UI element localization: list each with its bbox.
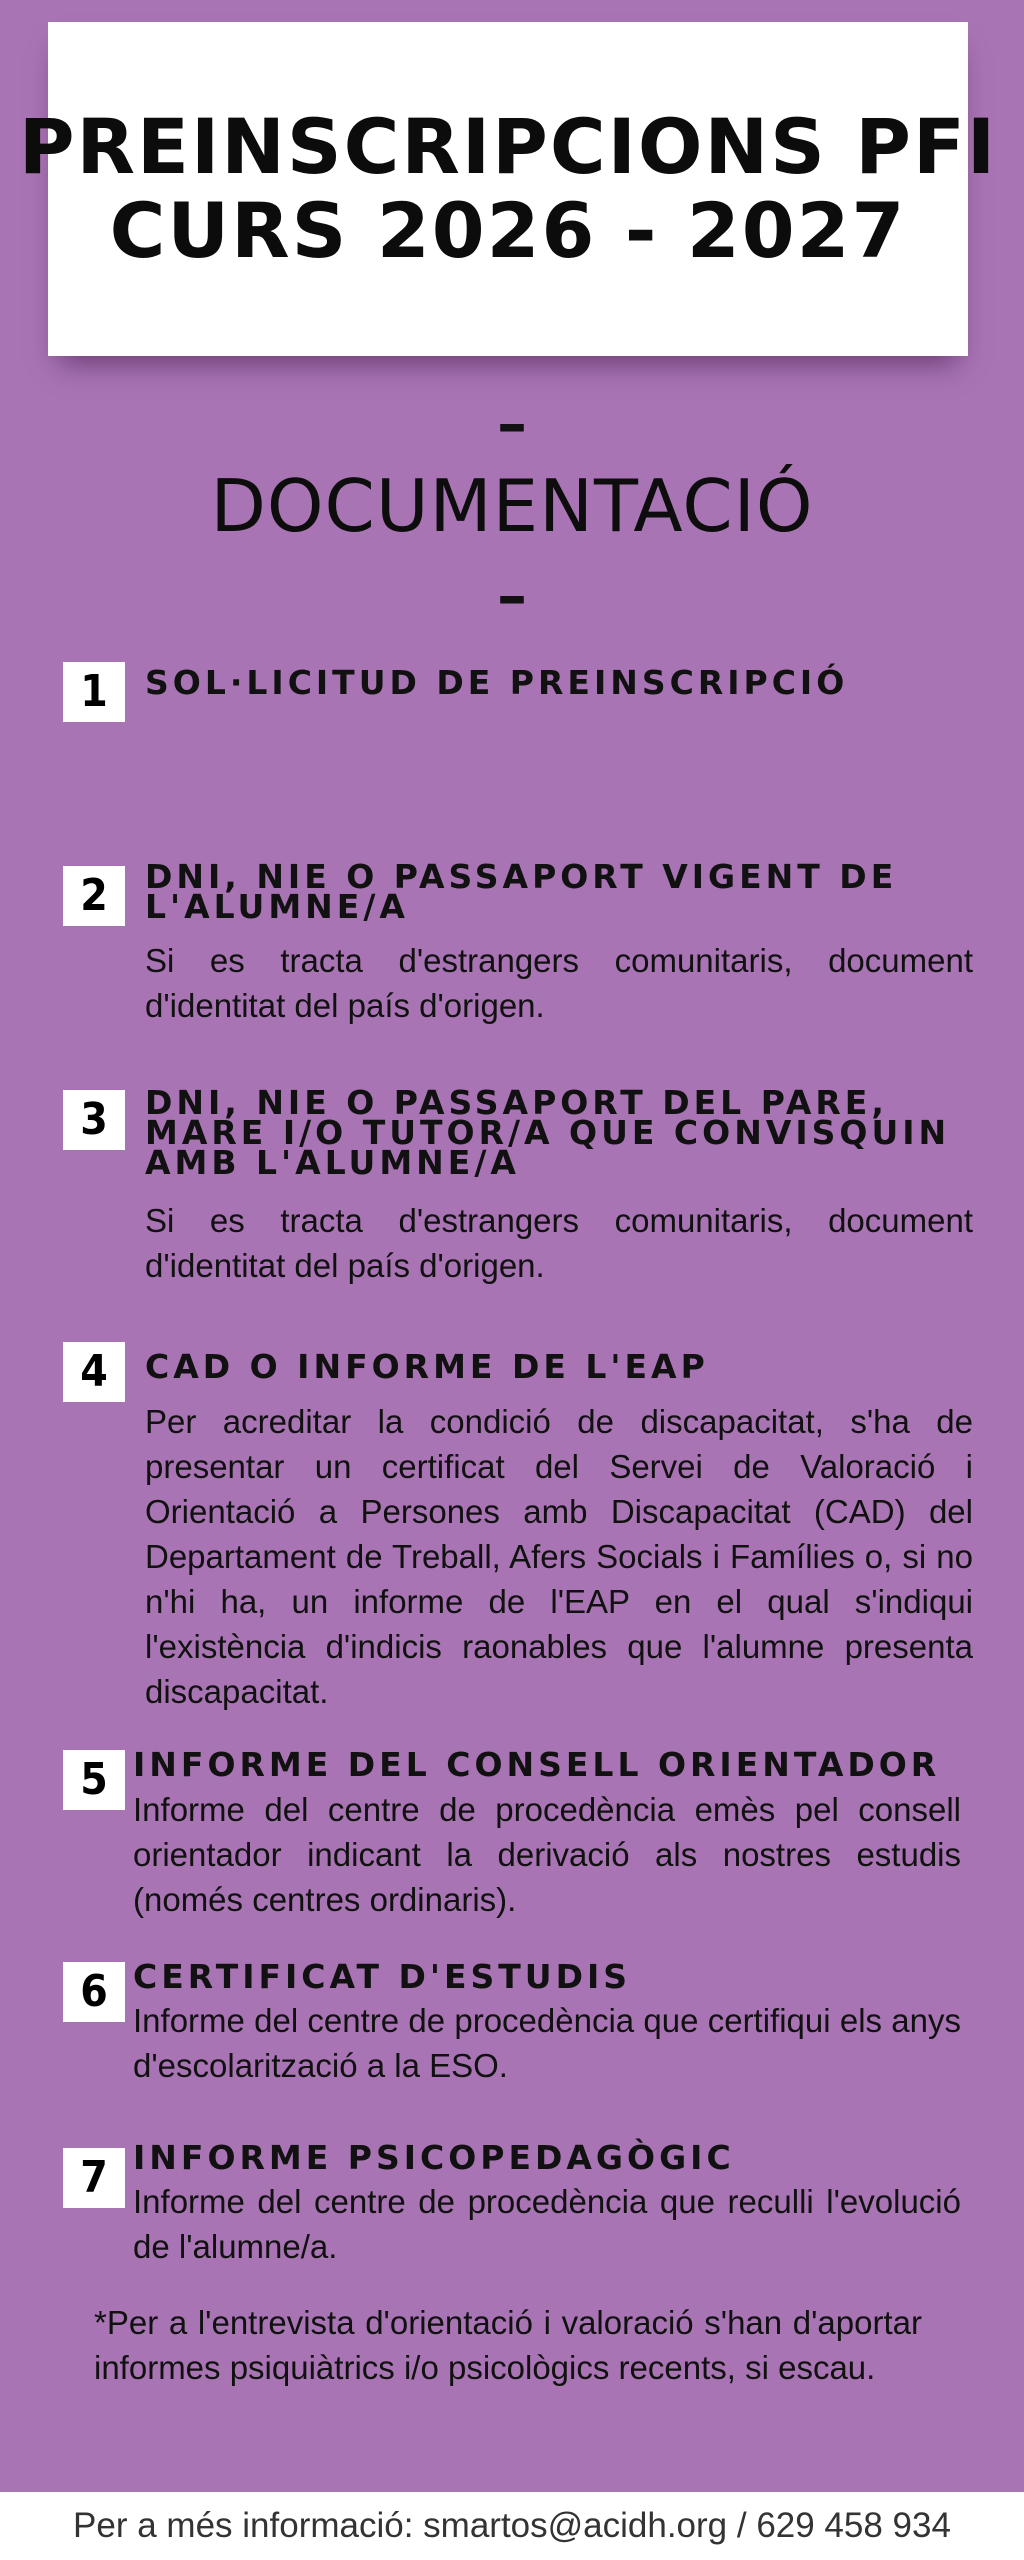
item-number-7: 7 xyxy=(63,2148,125,2208)
item-number-6: 6 xyxy=(63,1962,125,2022)
item-number-5: 5 xyxy=(63,1750,125,1810)
item-number-2: 2 xyxy=(63,866,125,926)
item-desc-4: Per acreditar la condició de discapacitat, s'ha de presentar un certificat del Servei de Valoració i Orientació a Persones amb Discapacitat (CAD) del Departament de Treball, Afers Socials i Famílies o, si no n'hi ha, un informe de l'EAP en el qual s'indiqui l'existència d'indicis raonables que l'alumne presenta discapacitat. xyxy=(145,1403,973,1710)
item-desc-6: Informe del centre de procedència que certifiqui els anys d'escolarització a la ESO. xyxy=(133,2002,961,2084)
dash-divider-bottom: – xyxy=(497,561,527,631)
item-title-5: INFORME DEL CONSELL ORIENTADOR xyxy=(133,1745,941,1784)
item-title-7: INFORME PSICOPEDAGÒGIC xyxy=(133,2138,735,2177)
contact-footer: Per a més informació: smartos@acidh.org / 629 458 934 xyxy=(0,2492,1024,2560)
item-title-2: DNI, NIE O PASSAPORT VIGENT DE L'ALUMNE/A xyxy=(145,857,898,926)
item-desc-7: Informe del centre de procedència que reculli l'evolució de l'alumne/a. xyxy=(133,2183,961,2265)
title-banner xyxy=(18,22,998,356)
footnote: *Per a l'entrevista d'orientació i valoració s'han d'aportar informes psiquiàtrics i/o psicològics recents, si escau. xyxy=(94,2304,922,2386)
course-year: CURS 2026 - 2027 xyxy=(109,186,907,275)
item-number-1: 1 xyxy=(63,662,125,722)
item-number-3: 3 xyxy=(63,1090,125,1150)
item-desc-2: Si es tracta d'estrangers comunitaris, document d'identitat del país d'origen. xyxy=(145,942,973,1024)
dash-divider-top: – xyxy=(497,389,527,459)
item-title-3: DNI, NIE O PASSAPORT DEL PARE, MARE I/O TUTOR/A QUE CONVISQUIN AMB L'ALUMNE/A xyxy=(145,1083,951,1182)
section-title: DOCUMENTACIÓ xyxy=(210,464,814,548)
item-title-1: SOL·LICITUD DE PREINSCRIPCIÓ xyxy=(145,663,849,702)
item-number-4: 4 xyxy=(63,1342,125,1402)
item-desc-5: Informe del centre de procedència emès pel consell orientador indicant la derivació als nostres estudis (només centres ordinaris). xyxy=(133,1791,961,1918)
item-desc-3: Si es tracta d'estrangers comunitaris, document d'identitat del país d'origen. xyxy=(145,1202,973,1284)
item-title-6: CERTIFICAT D'ESTUDIS xyxy=(133,1957,632,1996)
item-title-4: CAD O INFORME DE L'EAP xyxy=(145,1347,709,1386)
page-title: PREINSCRIPCIONS PFI xyxy=(18,102,998,191)
